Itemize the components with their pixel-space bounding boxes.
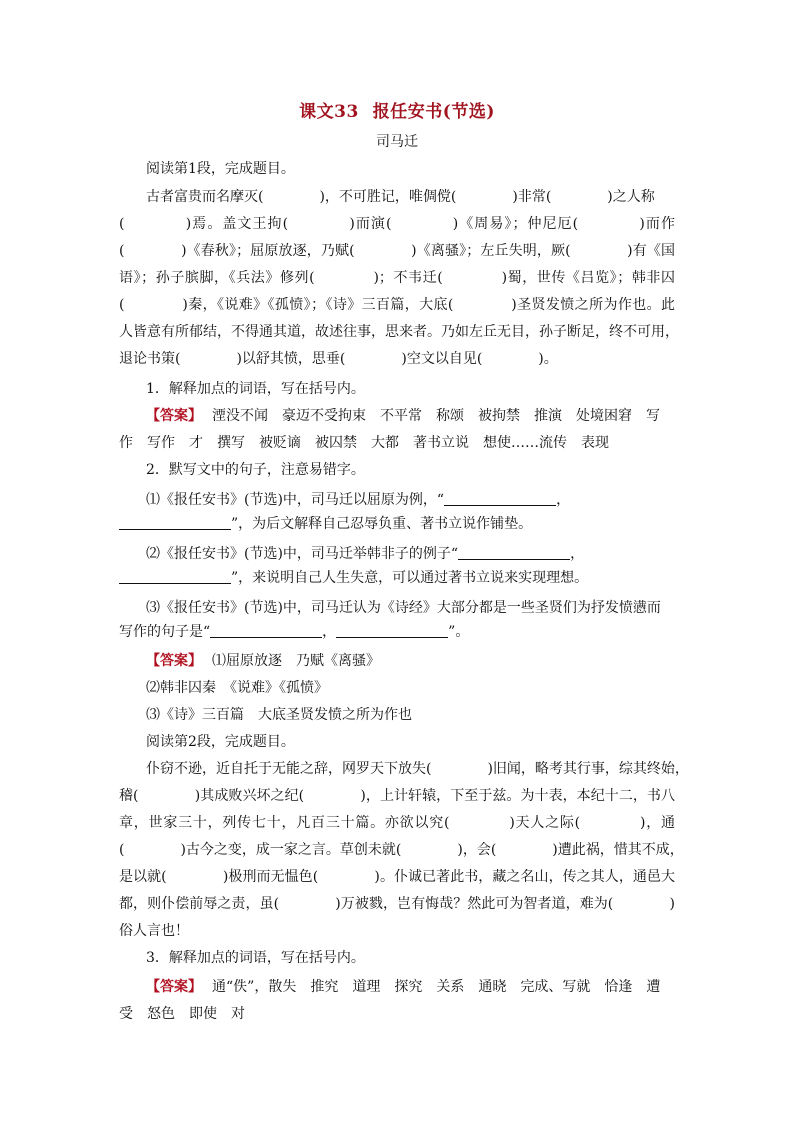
fill-blank[interactable] (336, 623, 448, 638)
passage-1-line: ( )《春秋》；屈原放逐，乃赋( )《离骚》；左丘失明，厥( )有《国 (119, 243, 675, 259)
question-2-1-text: ⑴《报任安书》(节选)中，司马迁以屈原为例，“ (146, 492, 445, 508)
answer-3-line: 受 怒色 即使 对 (119, 1006, 245, 1022)
fill-blank[interactable] (210, 623, 322, 638)
answer-2-line: ⑶《诗》三百篇 大底圣贤发愤之所为作也 (146, 707, 412, 723)
question-2-1-cont (119, 514, 532, 534)
answer-label: 【答案】 (146, 408, 202, 424)
question-2-3: ⑶《报任安书》(节选)中，司马迁认为《诗经》大部分都是一些圣贤们为抒发愤懑而 (146, 600, 661, 616)
passage-1-line: ( )秦，《说难》《孤愤》；《诗》三百篇，大底( )圣贤发愤之所为作也。此 (119, 297, 675, 313)
question-2-2: ⑵《报任安书》(节选)中，司马迁举韩非子的例子“ ， (146, 546, 585, 562)
answer-1-line: 作 写作 才 撰写 被贬谪 被囚禁 大都 著书立说 想使……流传 表现 (119, 435, 609, 451)
passage-2-line: 都，则仆偿前辱之责，虽( )万被戮，岂有悔哉？然此可为智者道，难为( ) (119, 896, 675, 912)
question-2-2-cont (119, 568, 588, 588)
answer-3-line (146, 977, 660, 997)
author-name: 司马迁 (376, 134, 418, 150)
passage-2-line: 章，世家三十，列传七十，凡百三十篇。亦欲以究( )天人之际( )，通 (119, 815, 675, 831)
passage-2-line: ( )古今之变，成一家之言。草创未就( )，会( )遭此祸，惜其不成， (119, 842, 684, 858)
answer-2-line (146, 651, 380, 671)
lesson-number: 课文33 (299, 102, 359, 122)
answer-1-text: 湮没不闻 豪迈不受拘束 不平常 称颂 被拘禁 推演 处境困窘 写 (212, 408, 660, 424)
fill-blank[interactable] (119, 569, 231, 584)
passage-2-line: 是以就( )极刑而无愠色( )。仆诚已著此书，藏之名山，传之其人，通邑大 (119, 869, 675, 885)
fill-blank[interactable] (458, 545, 570, 560)
question-2-2-text: ⑵《报任安书》(节选)中，司马迁举韩非子的例子“ (146, 546, 459, 562)
lesson-title (0, 97, 794, 122)
question-2-2-tail: ”，来说明自己人生失意，可以通过著书立说来实现理想。 (231, 570, 589, 586)
passage-1-line: ( )焉。盖文王拘( )而演( )《周易》；仲尼厄( )而作 (119, 216, 675, 232)
question-2-3-lead: 写作的句子是“ (119, 624, 211, 640)
passage-2-line: 仆窃不逊，近自托于无能之辞，网罗天下放失( )旧闻，略考其行事，综其终始， (146, 761, 689, 777)
fill-blank[interactable] (444, 491, 556, 506)
question-3: 3．解释加点的词语，写在括号内。 (146, 950, 365, 966)
section-intro-1: 阅读第1段，完成题目。 (146, 161, 295, 177)
question-2-3-tail: ”。 (448, 624, 470, 640)
question-2-3-cont: 写作的句子是“ ， ”。 (119, 624, 470, 640)
section-intro-2: 阅读第2段，完成题目。 (146, 734, 295, 750)
answer-1-line (146, 406, 660, 426)
answer-label: 【答案】 (146, 979, 202, 995)
passage-1-line: 人皆意有所郁结，不得通其道，故述往事，思来者。乃如左丘无目，孙子断足，终不可用， (119, 324, 679, 340)
answer-label: 【答案】 (146, 653, 202, 669)
question-2-1: ⑴《报任安书》(节选)中，司马迁以屈原为例，“ ， (146, 492, 571, 508)
passage-2-line: 稽( )其成败兴坏之纪( )，上计轩辕，下至于兹。为十表，本纪十二，书八 (119, 788, 675, 804)
passage-1-line: 古者富贵而名摩灭( )，不可胜记，唯倜傥( )非常( )之人称 (146, 189, 655, 205)
question-2: 2．默写文中的句子，注意易错字。 (146, 462, 365, 478)
answer-3-text: 通“佚”，散失 推究 道理 探究 关系 通晓 完成、写就 恰逢 遭 (212, 979, 661, 995)
lesson-name: 报任安书(节选) (372, 102, 495, 122)
passage-1-line: 退论书策( )以舒其愤，思垂( )空文以自见( )。 (119, 351, 558, 367)
passage-1-line: 语》；孙子膑脚，《兵法》修列( )；不韦迁( )蜀，世传《吕览》；韩非囚 (119, 270, 675, 286)
answer-2-line: ⑵韩非囚秦 《说难》《孤愤》 (146, 680, 328, 696)
question-2-1-tail: ”，为后文解释自己忍辱负重、著书立说作铺垫。 (231, 516, 533, 532)
fill-blank[interactable] (119, 515, 231, 530)
passage-2-line: 俗人言也！ (119, 923, 189, 939)
answer-2-text: ⑴屈原放逐 乃赋《离骚》 (212, 653, 380, 669)
question-1: 1．解释加点的词语，写在括号内。 (146, 381, 365, 397)
